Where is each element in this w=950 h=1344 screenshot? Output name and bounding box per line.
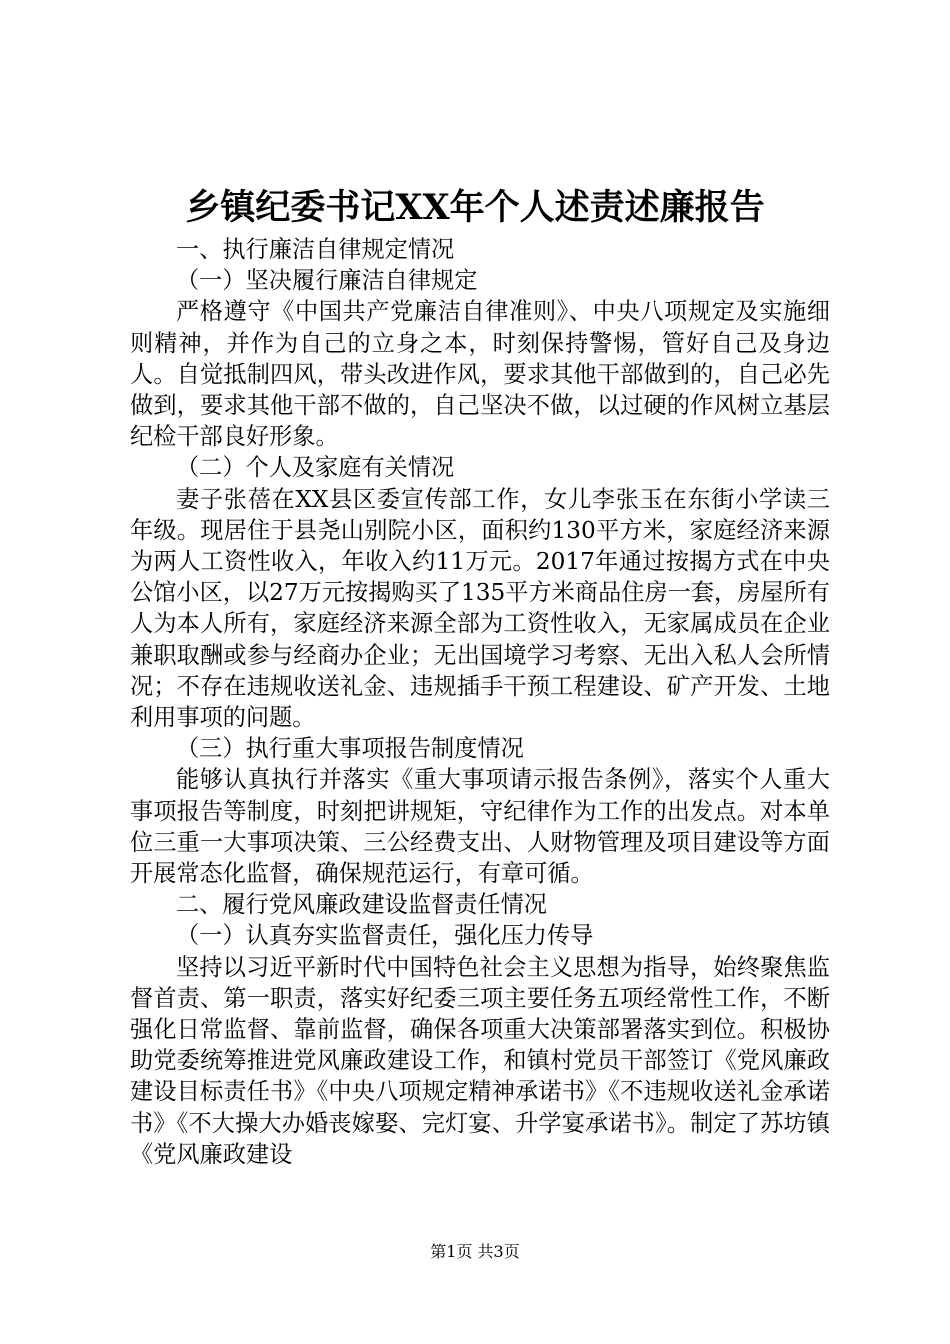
- document-title: 乡镇纪委书记XX年个人述责述廉报告: [185, 187, 765, 228]
- document-body: [130, 234, 830, 1170]
- subsection-heading-2-1: （一）认真夯实监督责任，强化压力传导: [176, 922, 594, 950]
- paragraph-1-1: 严格遵守《中国共产党廉洁自律准则》、中央八项规定及实施细则精神，并作为自己的立身之本，时刻保持警惕，管好自己及身边人。自觉抵制四风，带头改进作风，要求其他干部做到的，自己必先做到，要求其他干部不做的，自己坚决不做，以过硬的作风树立基层纪检干部良好形象。: [130, 298, 830, 451]
- paragraph-1-3: 能够认真执行并落实《重大事项请示报告条例》，落实个人重大事项报告等制度，时刻把讲规矩，守纪律作为工作的出发点。对本单位三重一大事项决策、三公经费支出、人财物管理及项目建设等方面开展常态化监督，确保规范运行，有章可循。: [130, 766, 830, 888]
- subsection-heading-1-3: （三）执行重大事项报告制度情况: [176, 735, 524, 763]
- section-heading-1: 一、执行廉洁自律规定情况: [176, 236, 455, 263]
- subsection-heading-1-2: （二）个人及家庭有关情况: [176, 454, 455, 482]
- paragraph-1-2: 妻子张蓓在XX县区委宣传部工作，女儿李张玉在东街小学读三年级。现居住于县尧山别院小区，面积约130平方米，家庭经济来源为两人工资性收入，年收入约11万元。2017年通过按揭方式在中央公馆小区，以27万元按揭购买了135平方米商品住房一套，房屋所有人为本人所有，家庭经济来源全部为工资性收入，无家属成员在企业兼职取酬或参与经商办企业；无出国境学习考察、无出入私人会所情况；不存在违规收送礼金、违规插手干预工程建设、矿产开发、土地利用事项的问题。: [130, 485, 830, 732]
- section-heading-2: 二、履行党风廉政建设监督责任情况: [176, 891, 547, 919]
- page-footer: 第1页 共3页: [430, 1242, 520, 1261]
- subsection-heading-1-1: （一）坚决履行廉洁自律规定: [176, 267, 478, 295]
- paragraph-2-1: 坚持以习近平新时代中国特色社会主义思想为指导，始终聚焦监督首责、第一职责，落实好纪委三项主要任务五项经常性工作，不断强化日常监督、靠前监督，确保各项重大决策部署落实到位。积极协助党委统筹推进党风廉政建设工作，和镇村党员干部签订《党风廉政建设目标责任书》《中央八项规定精神承诺书》《不违规收送礼金承诺书》《不大操大办婚丧嫁娶、完灯宴、升学宴承诺书》。制定了苏坊镇《党风廉政建设: [130, 953, 830, 1168]
